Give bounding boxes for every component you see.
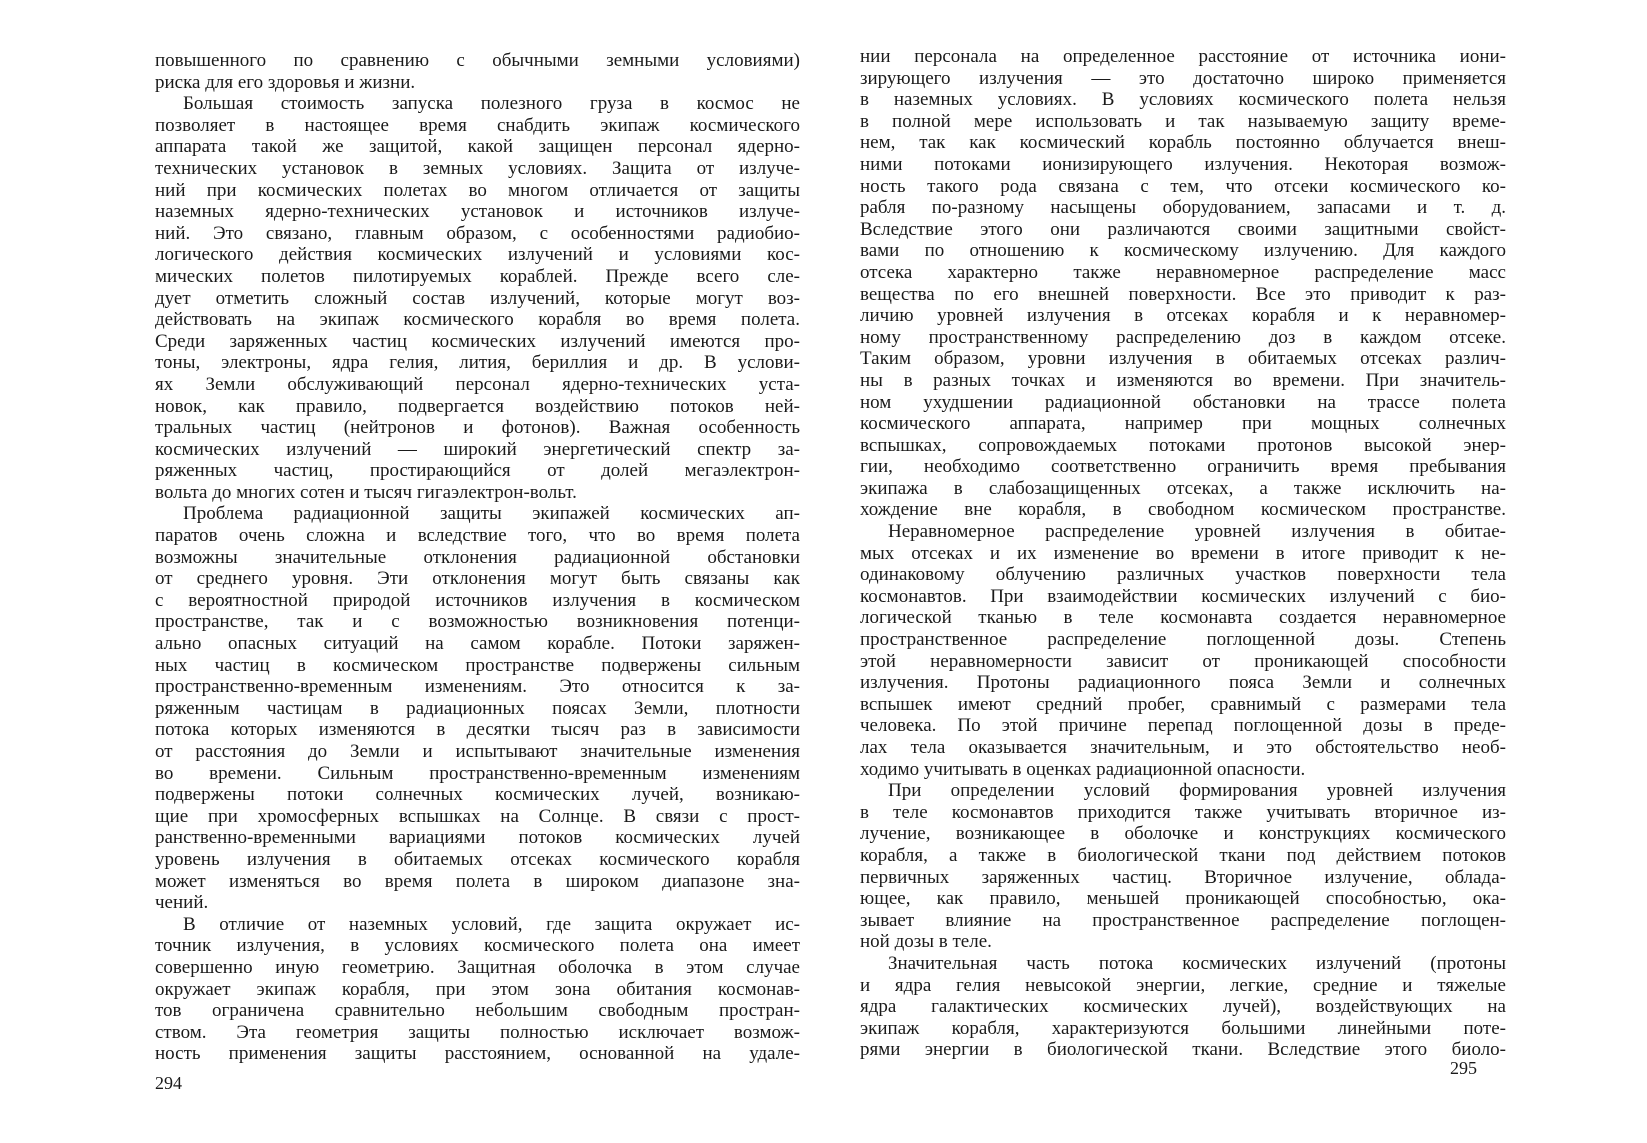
- text-line: В отличие от наземных условий, где защита окружает ис-: [183, 913, 800, 935]
- text-line: совершенно иную геометрию. Защитная оболочка в этом случае: [155, 956, 800, 978]
- text-line: При определении условий формирования уровней излучения: [888, 780, 1506, 802]
- text-line: щие при хромосферных вспышках на Солнце. В связи с прост-: [155, 805, 800, 827]
- text-line: нем, так как космический корабль постоянно облучается внеш-: [860, 132, 1506, 154]
- text-line: Среди заряженных частиц космических излучений имеются про-: [155, 330, 800, 352]
- text-line: ях Земли обслуживающий персонал ядерно-технических уста-: [155, 373, 800, 395]
- text-line: точник излучения, в условиях космического полета она имеет: [155, 935, 800, 957]
- text-line: тов ограничена сравнительно небольшим свободным простран-: [155, 1000, 800, 1022]
- text-line: ющее, как правило, меньшей проникающей способностью, ока-: [860, 888, 1506, 910]
- text-line: вещества по его внешней поверхности. Все это приводит к раз-: [860, 283, 1506, 305]
- text-line: вспышках, сопровождаемых потоками протонов высокой энер-: [860, 434, 1506, 456]
- text-line: Вследствие этого они различаются своими защитными свойст-: [860, 218, 1506, 240]
- text-line: космических излучений — широкий энергетический спектр за-: [155, 438, 800, 460]
- text-line: пространственное распределение поглощенной дозы. Степень: [860, 629, 1506, 651]
- text-line: чений.: [155, 892, 209, 914]
- text-line: логического действия космических излучений и условиями кос-: [155, 244, 800, 266]
- text-line: от расстояния до Земли и испытывают значительные изменения: [155, 741, 800, 762]
- text-line: человека. По этой причине перепад поглощенной дозы в преде-: [860, 715, 1506, 737]
- text-line: окружает экипаж корабля, при этом зона обитания космонав-: [155, 978, 800, 1000]
- text-line: возможны значительные отклонения радиационной обстановки: [155, 546, 800, 568]
- text-line: тоны, электроны, ядра гелия, лития, бериллия и др. В услови-: [155, 352, 800, 374]
- text-line: одинаковому облучению различных участков поверхности тела: [860, 564, 1506, 586]
- text-line: ально опасных ситуаций на самом корабле. Потоки заряжен-: [155, 633, 800, 655]
- text-line: ством. Эта геометрия защиты полностью исключает возмож-: [155, 1021, 800, 1043]
- text-line: паратов очень сложна и вследствие того, что во время полета: [155, 525, 800, 547]
- text-line: ними потоками ионизирующего излучения. Некоторая возмож-: [860, 153, 1506, 175]
- text-line: вами по отношению к космическому излучению. Для каждого: [860, 240, 1506, 262]
- text-line: во времени. Сильным пространственно-временным изменениям: [155, 762, 800, 784]
- text-line: технических установок в земных условиях. Защита от излуче-: [155, 157, 800, 179]
- text-line: Значительная часть потока космических излучений (протоны: [888, 952, 1506, 974]
- text-line: повышенного по сравнению с обычными земными условиями): [155, 50, 800, 71]
- text-line: рабля по-разному насыщены оборудованием, запасами и т. д.: [860, 197, 1506, 219]
- text-line: пространственно-временным изменениям. Это относится к за-: [155, 676, 800, 698]
- text-line: Большая стоимость запуска полезного груза в космос не: [183, 93, 800, 115]
- text-line: и ядра гелия невысокой энергии, легкие, средние и тяжелые: [860, 974, 1506, 996]
- text-line: подвержены потоки солнечных космических лучей, возникаю-: [155, 784, 800, 806]
- text-line: ность применения защиты расстоянием, основанной на удале-: [155, 1043, 800, 1065]
- right-page: [824, 0, 1647, 1143]
- text-line: корабля, а также в биологической ткани под действием потоков: [860, 844, 1506, 866]
- text-line: в теле космонавтов приходится также учитывать вторичное из-: [860, 801, 1506, 823]
- text-line: экипажа в слабозащищенных отсеках, а также исключить на-: [860, 477, 1506, 499]
- text-line: аппарата такой же защитой, какой защищен персонал ядерно-: [155, 136, 800, 158]
- text-line: лах тела оказывается значительным, и это обстоятельство необ-: [860, 737, 1506, 758]
- text-line: ходимо учитывать в оценках радиационной опасности.: [860, 758, 1306, 780]
- right-page-text: [860, 46, 1506, 1061]
- text-line: зирующего излучения — это достаточно широко применяется: [860, 67, 1506, 89]
- text-line: рями энергии в биологической ткани. Вследствие этого биоло-: [860, 1039, 1506, 1061]
- text-line: лучение, возникающее в оболочке и конструкциях космического: [860, 823, 1506, 845]
- text-line: логической тканью в теле космонавта создается неравномерное: [860, 607, 1506, 629]
- text-line: вольта до многих сотен и тысяч гигаэлектрон-вольт.: [155, 481, 577, 503]
- text-line: ранственно-временными вариациями потоков космических лучей: [155, 827, 800, 849]
- text-line: мических полетов пилотируемых кораблей. Прежде всего сле-: [155, 265, 800, 287]
- text-line: ядра галактических космических лучей), воздействующих на: [860, 996, 1506, 1018]
- text-line: наземных ядерно-технических установок и источников излуче-: [155, 201, 800, 223]
- text-line: космонавтов. При взаимодействии космических излучений с био-: [860, 585, 1506, 607]
- text-line: нии персонала на определенное расстояние от источника иони-: [860, 46, 1506, 67]
- text-line: вспышек имеют средний пробег, сравнимый с размерами тела: [860, 693, 1506, 715]
- text-line: новок, как правило, подвергается воздействию потоков ней-: [155, 395, 800, 417]
- text-line: потока которых изменяются в десятки тысяч раз в зависимости: [155, 719, 800, 741]
- text-line: может изменяться во время полета в широком диапазоне зна-: [155, 870, 800, 892]
- text-line: ной дозы в теле.: [860, 931, 992, 953]
- text-line: дует отметить сложный состав излучений, которые могут воз-: [155, 287, 800, 309]
- text-line: с вероятностной природой источников излучения в космическом: [155, 589, 800, 611]
- text-line: Проблема радиационной защиты экипажей космических ап-: [183, 503, 800, 525]
- text-line: ных частиц в космическом пространстве подвержены сильным: [155, 654, 800, 676]
- left-page-text: [155, 50, 800, 1065]
- text-line: ний. Это связано, главным образом, с особенностями радиобио-: [155, 222, 800, 244]
- text-line: ному пространственному распределению доз в каждом отсеке.: [860, 326, 1506, 348]
- text-line: Неравномерное распределение уровней излучения в обитае-: [888, 521, 1506, 543]
- text-line: первичных заряженных частиц. Вторичное излучение, облада-: [860, 866, 1506, 888]
- text-line: личию уровней излучения в отсеках корабля и к неравномер-: [860, 305, 1506, 327]
- text-line: ряженных частиц, простирающийся от долей мегаэлектрон-: [155, 460, 800, 482]
- text-line: космического аппарата, например при мощных солнечных: [860, 413, 1506, 435]
- text-line: зывает влияние на пространственное распределение поглощен-: [860, 909, 1506, 931]
- text-line: излучения. Протоны радиационного пояса Земли и солнечных: [860, 672, 1506, 694]
- text-line: экипаж корабля, характеризуются большими линейными поте-: [860, 1017, 1506, 1039]
- page-number-left: 294: [155, 1073, 182, 1093]
- text-line: ность такого рода связана с тем, что отсеки космического ко-: [860, 175, 1506, 197]
- text-line: хождение вне корабля, в свободном космическом пространстве.: [860, 499, 1506, 521]
- text-line: отсека характерно также неравномерное распределение масс: [860, 261, 1506, 283]
- text-line: от среднего уровня. Эти отклонения могут быть связаны как: [155, 568, 800, 590]
- text-line: в наземных условиях. В условиях космического полета нельзя: [860, 89, 1506, 111]
- text-line: ном ухудшении радиационной обстановки на трассе полета: [860, 391, 1506, 413]
- text-line: этой неравномерности зависит от проникающей способности: [860, 650, 1506, 672]
- text-line: позволяет в настоящее время снабдить экипаж космического: [155, 114, 800, 136]
- page-number-right: 295: [1450, 1058, 1477, 1078]
- text-line: тральных частиц (нейтронов и фотонов). Важная особенность: [155, 417, 800, 439]
- text-line: риска для его здоровья и жизни.: [155, 71, 416, 93]
- text-line: уровень излучения в обитаемых отсеках космического корабля: [155, 848, 800, 870]
- text-line: ряженным частицам в радиационных поясах Земли, плотности: [155, 697, 800, 719]
- text-line: действовать на экипаж космического корабля во время полета.: [155, 309, 800, 331]
- text-line: пространстве, так и с возможностью возникновения потенци-: [155, 611, 800, 633]
- text-line: ны в разных точках и изменяются во времени. При значитель-: [860, 369, 1506, 391]
- text-line: ний при космических полетах во многом отличается от защиты: [155, 179, 800, 201]
- text-line: мых отсеках и их изменение во времени в итоге приводит к не-: [860, 542, 1506, 564]
- text-line: в полной мере использовать и так называемую защиту време-: [860, 110, 1506, 132]
- text-line: Таким образом, уровни излучения в обитаемых отсеках различ-: [860, 348, 1506, 370]
- text-line: гии, необходимо соответственно ограничить время пребывания: [860, 456, 1506, 478]
